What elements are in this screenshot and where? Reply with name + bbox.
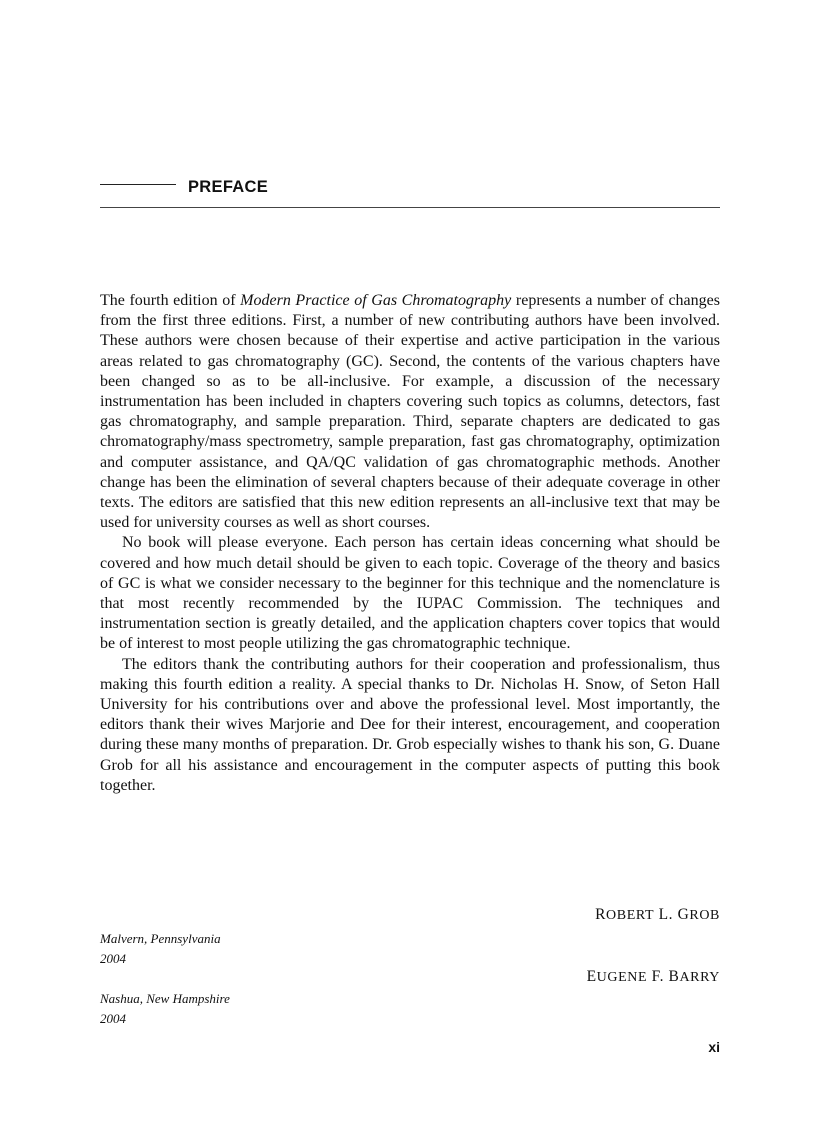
year-text: 2004 (100, 1011, 126, 1026)
signature-place-barry (100, 989, 230, 1029)
place-text: Malvern, Pennsylvania (100, 931, 221, 946)
year-text: 2004 (100, 951, 126, 966)
paragraph-1-rest: represents a number of changes from the first three editions. First, a number of new contributing authors have been involved. These authors were chosen because of their expertise and active participation in the various areas related to gas chromatography (GC). Second, the contents of the various chapters have been changed so as to be all-inclusive. For example, a discussion of the necessary instrumentation has been included in chapters covering such topics as columns, detectors, fast gas chromatography, and sample preparation. Third, separate chapters are dedicated to gas chromatography/mass spectrometry, sample preparation, fast gas chromatography, optimization and computer assistance, and QA/QC validation of gas chromatographic methods. Another change has been the elimination of several chapters because of their adequate coverage in other texts. The editors are satisfied that this new edition represents an all-inclusive text that may be used for university courses as well as short courses. (100, 292, 720, 532)
paragraph-2: No book will please everyone. Each person has certain ideas concerning what should be covered and how much detail should be given to each topic. Coverage of the theory and basics of GC is what we consider necessary to the beginner for this technique and the nomenclature is that most recently recommended by the IUPAC Commission. The techniques and instrumentation section is greatly detailed, and the application chapters cover topics that would be of interest to most people utilizing the gas chromatographic technique. (100, 534, 720, 653)
signature-grob: ROBERT L. GROB (595, 906, 720, 923)
preface-body (100, 291, 720, 796)
paragraph-3: The editors thank the contributing authors for their cooperation and professionalism, thus making this fourth edition a reality. A special thanks to Dr. Nicholas H. Snow, of Seton Hall University for his contributions over and above the professional level. Most importantly, the editors thank their wives Marjorie and Dee for their interest, encouragement, and cooperation during these many months of preparation. Dr. Grob especially wishes to thank his son, G. Duane Grob for all his assistance and encouragement in the computer aspects of putting this book together. (100, 655, 720, 794)
header-rule-short (100, 184, 176, 185)
paragraph-1-lead: The fourth edition of (100, 292, 241, 309)
place-text: Nashua, New Hampshire (100, 991, 230, 1006)
header-rule-long (100, 207, 720, 208)
page-number: xi (708, 1039, 720, 1055)
signature-place-grob (100, 929, 221, 969)
page-title: PREFACE (188, 178, 269, 196)
signature-barry: EUGENE F. BARRY (586, 968, 720, 985)
paragraph-1 (100, 291, 720, 533)
book-title: Modern Practice of Gas Chromatography (240, 292, 512, 309)
